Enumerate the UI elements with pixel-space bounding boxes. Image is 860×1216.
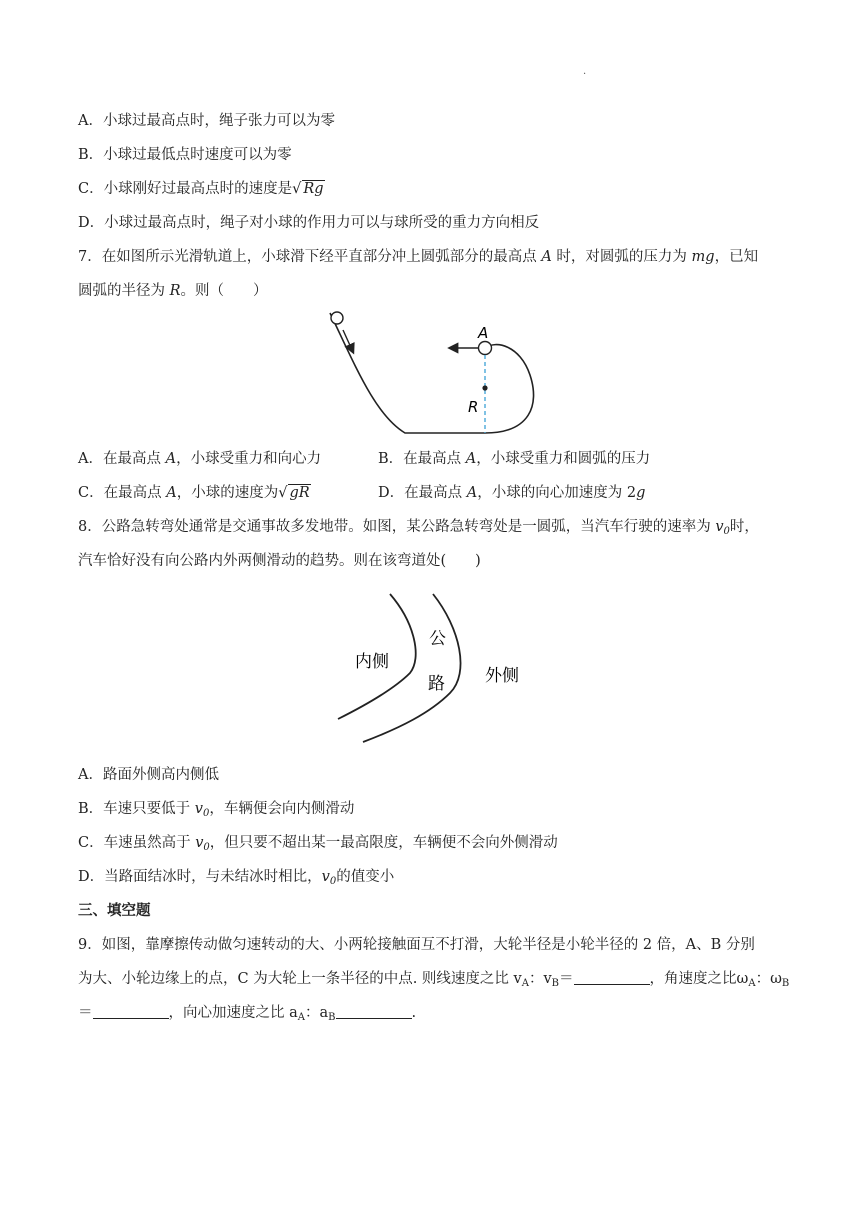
q7-stem-text-c: ，已知 (714, 249, 759, 265)
q9-text-a: 为大、小轮边缘上的点，C 为大轮上一条半径的中点. 则线速度之比 v (78, 971, 522, 987)
q9-colon-omega: ：ω (755, 971, 782, 987)
q9-text-d: ，向心加速度之比 a (168, 1005, 298, 1021)
q8-option-d-v: v (321, 869, 330, 885)
q6-option-b: B．小球过最低点时速度可以为零 (78, 147, 292, 163)
q8-stem-line2: 汽车恰好没有向公路内外两侧滑动的趋势。则在该弯道处( ) (78, 553, 481, 569)
q6-option-c-root: Rg (303, 181, 324, 197)
q6-option-d: D．小球过最高点时，绳子对小球的作用力可以与球所受的重力方向相反 (78, 215, 540, 231)
q7-stem-text-a: 7．在如图所示光滑轨道上，小球滑下经平直部分冲上圆弧部分的最高点 (78, 249, 542, 265)
q8-v-sub: 0 (723, 526, 730, 537)
q8-option-c-pre: C．车速虽然高于 (78, 835, 196, 851)
q7-option-b-point: A (465, 451, 477, 467)
q9-colon-v: ：v (528, 971, 552, 987)
q6-option-c: C．小球刚好过最高点时的速度是√ Rg (78, 181, 324, 197)
q7-option-d (378, 483, 645, 503)
q9-sub-b: B (551, 978, 560, 989)
q8-stem-text-b: 时， (729, 519, 759, 535)
q8-option-b-post: ，车辆便会向内侧滑动 (209, 801, 355, 817)
q8-stem-line1 (78, 517, 759, 542)
q7-track-figure (320, 305, 550, 445)
q8-option-b-pre: B．车速只要低于 (78, 801, 195, 817)
q9-sub-a-2: A (748, 978, 756, 989)
q8-label-road1: 公 (429, 629, 446, 649)
q7-option-b-post: ，小球受重力和圆弧的压力 (476, 451, 651, 467)
section-title-fill-in: 三、填空题 (78, 903, 151, 919)
q7-mg: mg (691, 249, 715, 265)
q7-center-dot (482, 385, 487, 390)
q8-option-b-v-sub: 0 (202, 808, 210, 819)
q9-eq-1: ＝ (559, 971, 574, 987)
q9-stem-line2 (78, 969, 789, 994)
q7-option-a (78, 449, 321, 469)
q9-stem-line3 (78, 1003, 416, 1028)
q7-label-a: A (478, 324, 489, 342)
q7-stem-line1 (78, 247, 758, 267)
q7-stem-text-e: 。则（ ） (180, 283, 268, 299)
q8-option-c-v-sub: 0 (203, 842, 210, 853)
q7-point-a: A (541, 249, 552, 265)
q8-label-inner: 内侧 (355, 652, 389, 672)
q8-road-figure (330, 588, 530, 748)
q9-eq-2: ＝ (78, 1005, 93, 1021)
q7-option-c-pre: C．在最高点 (78, 485, 167, 501)
q8-option-c (78, 833, 558, 858)
q9-sub-a: A (521, 978, 529, 989)
q8-option-b (78, 799, 354, 824)
q9-sub-b-2: B (781, 978, 790, 989)
q9-period: . (411, 1005, 417, 1021)
q7-option-a-pre: A．在最高点 (78, 451, 166, 467)
q9-text-c: ，角速度之比ω (649, 971, 749, 987)
q8-v: v (715, 519, 724, 535)
q7-stem-text-b: 时，对圆弧的压力为 (551, 249, 692, 265)
q7-option-d-g: g (636, 485, 646, 501)
q8-label-road2: 路 (428, 674, 445, 694)
q7-option-d-pre: D．在最高点 (378, 485, 467, 501)
header-dot: . (583, 66, 587, 77)
q7-ball-start (331, 312, 343, 324)
q7-radius-r: R (169, 283, 181, 299)
q9-blank-1[interactable] (574, 970, 650, 985)
q8-option-d-v-sub: 0 (329, 876, 337, 887)
q6-option-c-text: C．小球刚好过最高点时的速度是 (78, 181, 293, 197)
q7-label-r: R (468, 398, 479, 416)
q9-blank-3[interactable] (336, 1004, 412, 1019)
q7-option-c: C．在最高点 A，小球的速度为√ gR (78, 485, 310, 501)
q7-option-a-point: A (165, 451, 177, 467)
q8-stem-text-a: 8．公路急转弯处通常是交通事故多发地带。如图，某公路急转弯处是一圆弧，当汽车行驶的速率为 (78, 519, 716, 535)
q8-option-c-v: v (195, 835, 204, 851)
q8-option-c-post: ，但只要不超出某一最高限度，车辆便不会向外侧滑动 (209, 835, 558, 851)
q7-option-a-post: ，小球受重力和向心力 (176, 451, 322, 467)
q7-option-d-point: A (466, 485, 478, 501)
q7-ball-top (479, 342, 492, 355)
q7-ball-motion-arrow (343, 330, 353, 352)
q9-stem-line1: 9．如图，靠摩擦传动做匀速转动的大、小两轮接触面互不打滑，大轮半径是小轮半径的 2 倍，A、B 分别 (78, 937, 755, 953)
q8-option-d-post: 的值变小 (336, 869, 395, 885)
q7-option-b (378, 449, 650, 469)
q9-sub-b-3: B (328, 1012, 336, 1023)
q6-option-a: A．小球过最高点时，绳子张力可以为零 (78, 113, 335, 129)
q9-blank-2[interactable] (93, 1004, 169, 1019)
q7-option-c-post: ，小球的速度为 (176, 485, 279, 501)
q7-option-c-point: A (166, 485, 177, 501)
q8-option-b-v: v (194, 801, 203, 817)
q9-colon-a: ：a (305, 1005, 329, 1021)
q8-label-outer: 外侧 (485, 666, 519, 686)
q8-option-a: A．路面外侧高内侧低 (78, 767, 219, 783)
q7-option-b-pre: B．在最高点 (378, 451, 466, 467)
q8-option-d (78, 867, 394, 892)
q7-option-c-root: gR (289, 485, 310, 501)
q7-option-d-post: ，小球的向心加速度为 2 (477, 485, 637, 501)
q7-stem-line2 (78, 281, 268, 301)
q7-stem-text-d: 圆弧的半径为 (78, 283, 170, 299)
q7-track-curve (330, 313, 534, 433)
q8-option-d-pre: D．当路面结冰时，与未结冰时相比， (78, 869, 322, 885)
q9-sub-a-3: A (297, 1012, 305, 1023)
